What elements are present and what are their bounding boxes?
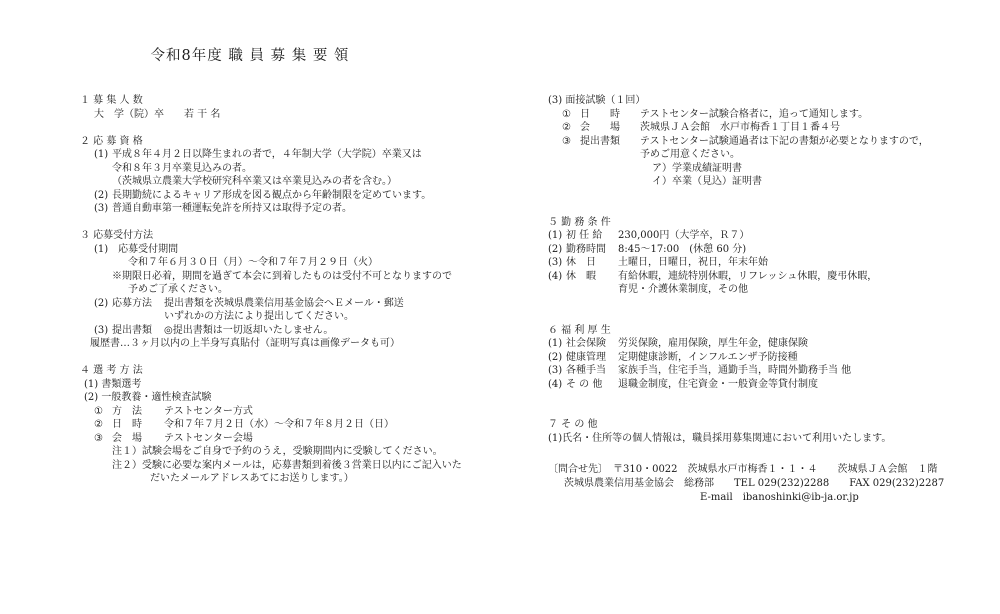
contact-address: 〒310・0022 茨城県水戸市梅香１・１・４ 茨城県ＪＡ会館 １階	[613, 463, 938, 475]
document-title: 令和8年度 職 員 募 集 要 領	[150, 48, 350, 64]
application-period: 令和７年６月３０日（月）～令和７年７月２９日（火）	[128, 257, 378, 268]
test-note-2-cont: だいたメールアドレスあてにお送りします。）	[150, 473, 354, 484]
contact-org-line	[548, 477, 978, 491]
application-method: (2) 応募方法 提出書類を茨城県農業信用基金協会へＥメール・郵送	[94, 297, 404, 309]
section-1-heading: １ 募 集 人 数	[80, 95, 143, 106]
interview-row: ③ 提出書類 テストセンター試験通過者は下記の書類が必要となりますので，	[562, 135, 929, 147]
welfare-row: (2) 健康管理 定期健康診断，インフルエンザ予防接種	[548, 351, 798, 363]
work-condition-row: (2) 勤務時間 8:45～17:00 (休憩 60 分)	[548, 243, 747, 255]
test-venue: ③ 会 場 テストセンター会場	[94, 432, 253, 444]
work-condition-row: (3) 休 日 土曜日，日曜日，祝日，年末年始	[548, 257, 768, 268]
contact-address-line	[548, 463, 978, 477]
test-note-2: 注２）受験に必要な案内メールは，応募書類到着後３営業日以内にご記入いた	[112, 459, 462, 471]
privacy-note: (1)氏名・住所等の個人情報は，職員採用募集関連において利用いたします。	[548, 432, 892, 444]
right-column	[548, 94, 978, 505]
section-6-heading: ６ 福 利 厚 生	[548, 324, 611, 336]
interview-doc-transcript: ア）学業成績証明書	[652, 162, 742, 174]
test-method: ① 方 法 テストセンター方式	[94, 405, 253, 417]
contact-org: 茨城県農業信用基金協会 総務部	[564, 477, 714, 489]
interview-row: ② 会 場 茨城県ＪＡ会館 水戸市梅香１丁目１番４号	[562, 122, 840, 133]
welfare-row: (3) 各種手当 家族手当，住宅手当，通勤手当，時間外勤務手当 他	[548, 365, 852, 376]
section-3-heading: ３ 応募受付方法	[80, 230, 154, 241]
application-method-cont: いずれかの方法により提出してください。	[164, 311, 354, 322]
section-4-heading: ４ 選 考 方 法	[80, 365, 143, 376]
section-5-heading: ５ 勤 務 条 件	[548, 216, 611, 228]
section-7-heading: ７ そ の 他	[548, 419, 598, 430]
screening-general-test: (2) 一般教養・適性検査試験	[84, 392, 212, 403]
welfare-row: (1) 社会保険 労災保険，雇用保険，厚生年金，健康保険	[548, 338, 808, 349]
interview-heading: (3) 面接試験（１回）	[548, 95, 646, 106]
work-condition-row: (1) 初 任 給 230,000円（大学卒，Ｒ７）	[548, 230, 750, 241]
resume-note: 履歴書…３ヶ月以内の上半身写真貼付（証明写真は画像データも可）	[90, 338, 400, 349]
contact-label: 〔問合せ先〕	[548, 463, 603, 475]
interview-doc-graduation: イ）卒業（見込）証明書	[652, 176, 762, 187]
left-column	[80, 94, 520, 486]
contact-email-line: E-mail ibanoshinki@ib-ja.or.jp	[700, 491, 859, 503]
application-note: ※期限日必着，期間を過ぎて本会に到着したものは受付不可となりますので	[112, 270, 452, 282]
qualification-item: (1) 平成８年４月２日以降生まれの者で，４年制大学（大学院）卒業又は	[94, 149, 422, 160]
interview-docs-cont: 予めご用意ください。	[640, 149, 740, 160]
application-note-cont: 予めご了承ください。	[128, 284, 228, 295]
section-1-value: 大 学（院）卒 若 干 名	[94, 108, 221, 120]
work-condition-row: (4) 休 暇 有給休暇，連続特別休暇，リフレッシュ休暇，慶弔休暇，	[548, 270, 878, 282]
interview-row: ① 日 時 テストセンター試験合格者に，追って通知します。	[562, 108, 869, 120]
test-datetime: ② 日 時 令和７年７月２日（水）～令和７年８月２日（日）	[94, 419, 394, 430]
qualification-item: 令和８年３月卒業見込みの者。	[112, 162, 252, 174]
screening-document: (1) 書類選考	[84, 378, 142, 390]
submission-docs: (3) 提出書類 ◎提出書類は一切返却いたしません。	[94, 324, 334, 336]
qualification-item: (3) 普通自動車第一種運転免許を所持又は取得予定の者。	[94, 203, 352, 214]
qualification-item: （茨城県立農業大学校研究科卒業又は卒業見込みの者を含む。）	[112, 176, 397, 187]
contact-tel: TEL 029(232)2288	[734, 477, 830, 489]
contact-fax: FAX 029(232)2287	[849, 477, 945, 489]
section-2-heading: ２ 応 募 資 格	[80, 135, 143, 147]
test-note-1: 注１）試験会場をご自身で予約のうえ，受験期間内に受験してください。	[112, 446, 443, 457]
qualification-item: (2) 長期勤続によるキャリア形成を図る観点から年齢制限を定めています。	[94, 189, 432, 201]
application-period-label: (1) 応募受付期間	[94, 243, 179, 255]
work-condition-cont: 育児・介護休業制度，その他	[618, 284, 748, 295]
welfare-row: (4) そ の 他 退職金制度，住宅資金・一般資金等貸付制度	[548, 378, 818, 390]
